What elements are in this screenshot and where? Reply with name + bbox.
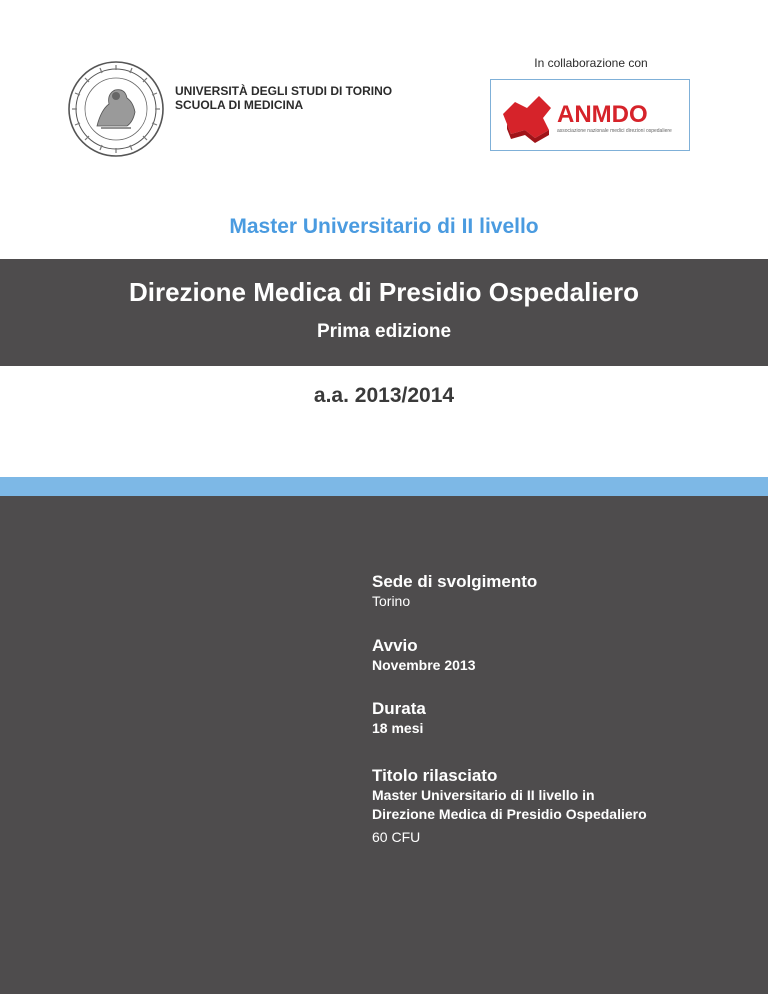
duration-label: Durata bbox=[372, 699, 426, 718]
anmdo-logo bbox=[499, 88, 683, 144]
university-line-2: SCUOLA DI MEDICINA bbox=[175, 98, 304, 112]
academic-year: a.a. 2013/2014 bbox=[313, 384, 455, 407]
location-label: Sede di svolgimento bbox=[372, 572, 538, 591]
duration-value: 18 mesi bbox=[372, 720, 424, 736]
blue-divider-stripe bbox=[0, 477, 768, 496]
university-line-1: UNIVERSITÀ DEGLI STUDI DI TORINO bbox=[175, 84, 393, 98]
start-label: Avvio bbox=[372, 636, 418, 655]
partner-logo-box bbox=[490, 79, 690, 151]
partner-subtitle: associazione nazionale medici direzioni ospedaliere bbox=[557, 128, 672, 134]
title-label: Titolo rilasciato bbox=[372, 766, 498, 785]
title-value-line-2: Direzione Medica di Presidio Ospedaliero bbox=[372, 806, 647, 822]
university-seal-logo bbox=[67, 60, 165, 158]
title-band bbox=[0, 259, 768, 366]
university-name bbox=[175, 84, 392, 112]
details-panel bbox=[0, 496, 768, 994]
title-block bbox=[372, 766, 647, 847]
start-block bbox=[372, 636, 476, 675]
collaboration-label: In collaborazione con bbox=[534, 56, 648, 70]
duration-block bbox=[372, 699, 426, 738]
credits-value: 60 CFU bbox=[372, 829, 421, 845]
partner-name: ANMDO bbox=[557, 101, 648, 128]
location-value: Torino bbox=[372, 593, 411, 609]
start-value: Novembre 2013 bbox=[372, 657, 476, 673]
location-block bbox=[372, 572, 537, 611]
edition-label: Prima edizione bbox=[316, 321, 452, 342]
title-value-line-1: Master Universitario di II livello in bbox=[372, 787, 595, 803]
course-title: Direzione Medica di Presidio Ospedaliero bbox=[128, 277, 640, 307]
master-level-title: Master Universitario di II livello bbox=[229, 215, 539, 238]
